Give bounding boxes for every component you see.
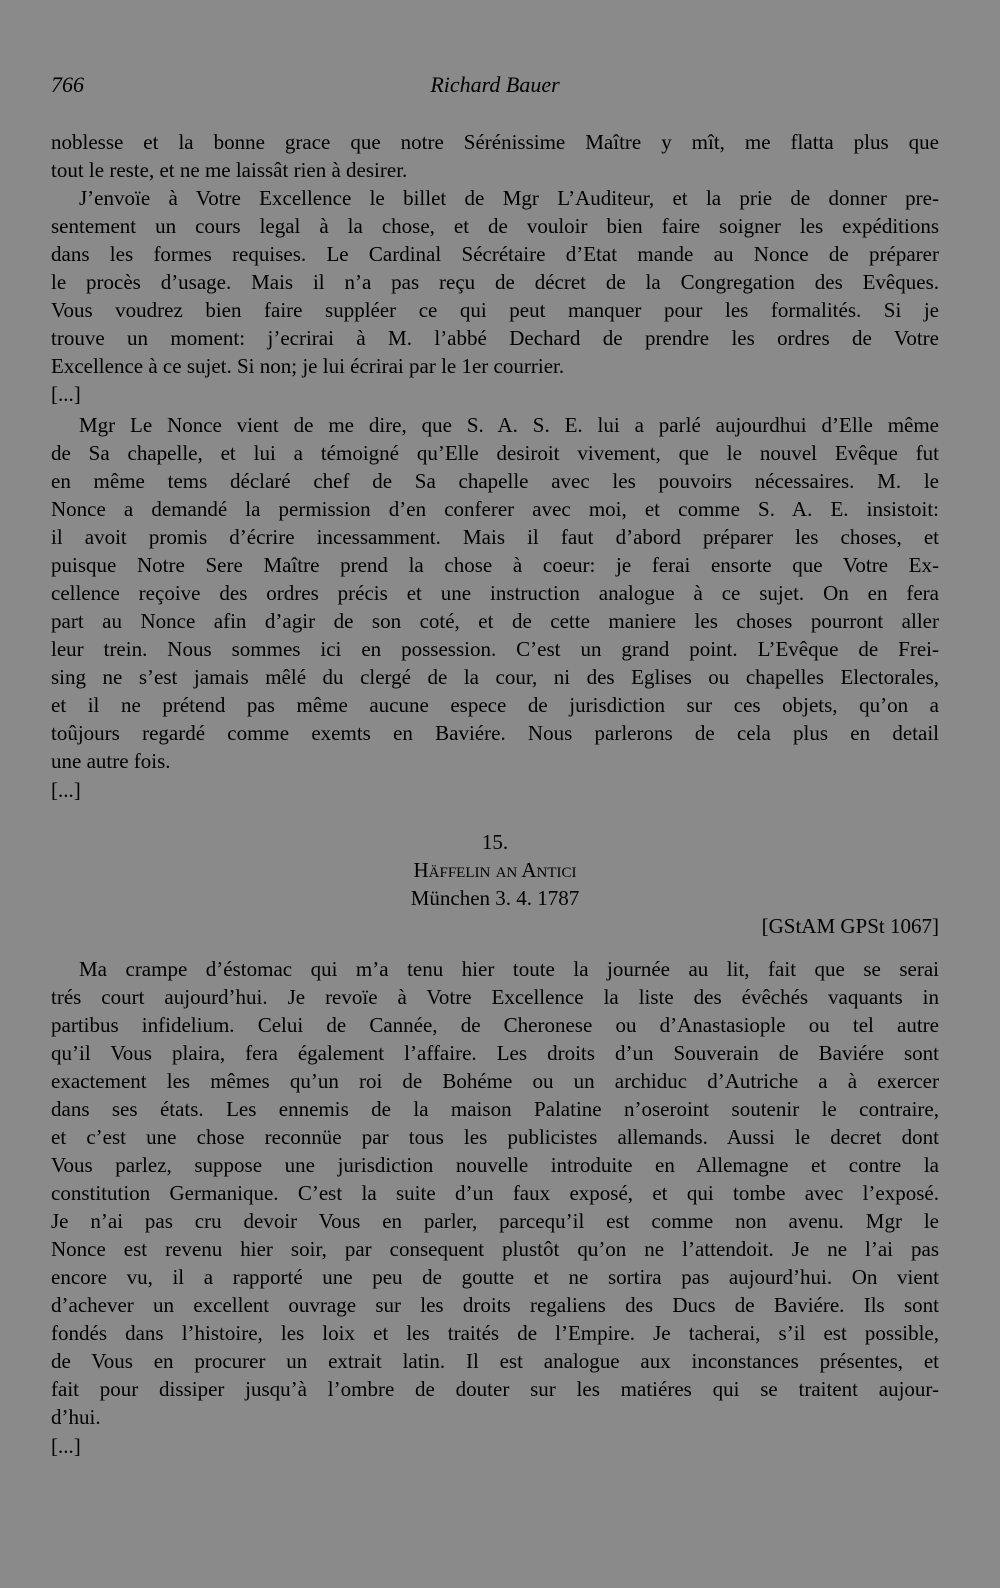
omission-marker: [...] [51,382,81,406]
text-line: Mgr Le Nonce vient de me dire, que S. A. S. E. lui a parlé aujourdhui d’Elle même [79,413,939,437]
text-line: J’envoïe à Votre Excellence le billet de Mgr L’Auditeur, et la prie de donner pre- [79,186,939,210]
text-line: encore vu, il a rapporté une peu de goutte et ne sortira pas aujourd’hui. On vient [51,1265,939,1289]
text-line: constitution Germanique. C’est la suite d’un faux exposé, et qui tombe avec l’exposé. [51,1181,939,1205]
text-line: il avoit promis d’écrire incessamment. Mais il faut d’abord préparer les choses, et [51,525,939,549]
text-line: de Vous en procurer un extrait latin. Il est analogue aux inconstances présentes, et [51,1349,939,1373]
omission-marker: [...] [51,1434,81,1458]
text-line: d’hui. [51,1405,101,1429]
text-line: Nonce a demandé la permission d’en conferer avec moi, et comme S. A. E. insistoit: [51,497,939,521]
text-line: exactement les mêmes qu’un roi de Bohéme ou un archiduc d’Autriche a à exercer [51,1069,939,1093]
text-line: et c’est une chose reconnüe par tous les publicistes allemands. Aussi le decret dont [51,1125,939,1149]
text-line: sing ne s’est jamais mêlé du clergé de la cour, ni des Eglises ou chapelles Electorales, [51,665,939,689]
text-line: et il ne prétend pas même aucune espece de jurisdiction sur ces objets, qu’on a [51,693,939,717]
document-date: München 3. 4. 1787 [410,886,580,910]
page-header [51,72,939,102]
text-line: trouve un moment: j’ecrirai à M. l’abbé Dechard de prendre les ordres de Votre [51,326,939,350]
omission-marker: [...] [51,778,81,802]
text-line: Vous voudrez bien faire suppléer ce qui peut manquer pour les formalités. Si je [51,298,939,322]
text-line: le procès d’usage. Mais il n’a pas reçu de décret de la Congregation des Evêques. [51,270,939,294]
text-line: fondés dans l’histoire, les loix et les traités de l’Empire. Je tacherai, s’il est possible, [51,1321,939,1345]
text-line: puisque Notre Sere Maître prend la chose à coeur: je ferai ensorte que Votre Ex- [51,553,939,577]
text-line: dans ses états. Les ennemis de la maison Palatine n’oseroint soutenir le contraire, [51,1097,939,1121]
text-line: part au Nonce afin d’agir de son coté, et de cette maniere les choses pourront aller [51,609,939,633]
text-line: Je n’ai pas cru devoir Vous en parler, parcequ’il est comme non avenu. Mgr le [51,1209,939,1233]
text-line: cellence reçoive des ordres précis et une instruction analogue à ce sujet. On en fera [51,581,939,605]
text-line: une autre fois. [51,749,171,773]
text-line: Ma crampe d’éstomac qui m’a tenu hier toute la journée au lit, fait que se serai [79,957,939,981]
text-line: dans les formes requises. Le Cardinal Sécrétaire d’Etat mande au Nonce de préparer [51,242,939,266]
text-line: trés court aujourd’hui. Je revoïe à Votre Excellence la liste des évêchés vaquants in [51,985,939,1009]
text-line: Excellence à ce sujet. Si non; je lui écrirai par le 1er courrier. [51,354,565,378]
text-line: tout le reste, et ne me laissât rien à desirer. [51,158,408,182]
text-line: sentement un cours legal à la chose, et de vouloir bien faire soigner les expéditions [51,214,939,238]
text-line: de Sa chapelle, et lui a témoigné qu’Elle desiroit vivement, que le nouvel Evêque fut [51,441,939,465]
text-line: partibus infidelium. Celui de Cannée, de Cheronese ou d’Anastasiople ou tel autre [51,1013,939,1037]
text-line: leur trein. Nous sommes ici en possession. C’est un grand point. L’Evêque de Frei- [51,637,939,661]
text-line: Vous parlez, suppose une jurisdiction nouvelle introduite en Allemagne et contre la [51,1153,939,1177]
page-number: 766 [51,72,84,97]
document-number: 15. [481,830,509,854]
archive-reference: [GStAM GPSt 1067] [761,914,939,938]
running-head: Richard Bauer [430,72,560,97]
text-line: en même tems déclaré chef de Sa chapelle avec les pouvoirs nécessaires. M. le [51,469,939,493]
document-title: Häffelin an Antici [413,858,577,882]
text-line: d’achever un excellent ouvrage sur les droits regaliens des Ducs de Baviére. Ils sont [51,1293,939,1317]
text-line: noblesse et la bonne grace que notre Sérénissime Maître y mît, me flatta plus que [51,130,939,154]
text-line: fait pour dissiper jusqu’à l’ombre de douter sur les matiéres qui se traitent aujour- [51,1377,939,1401]
text-line: qu’il Vous plaira, fera également l’affaire. Les droits d’un Souverain de Baviére sont [51,1041,939,1065]
text-line: Nonce est revenu hier soir, par consequent plustôt qu’on ne l’attendoit. Je ne l’ai pas [51,1237,939,1261]
text-line: toûjours regardé comme exemts en Baviére. Nous parlerons de cela plus en detail [51,721,939,745]
